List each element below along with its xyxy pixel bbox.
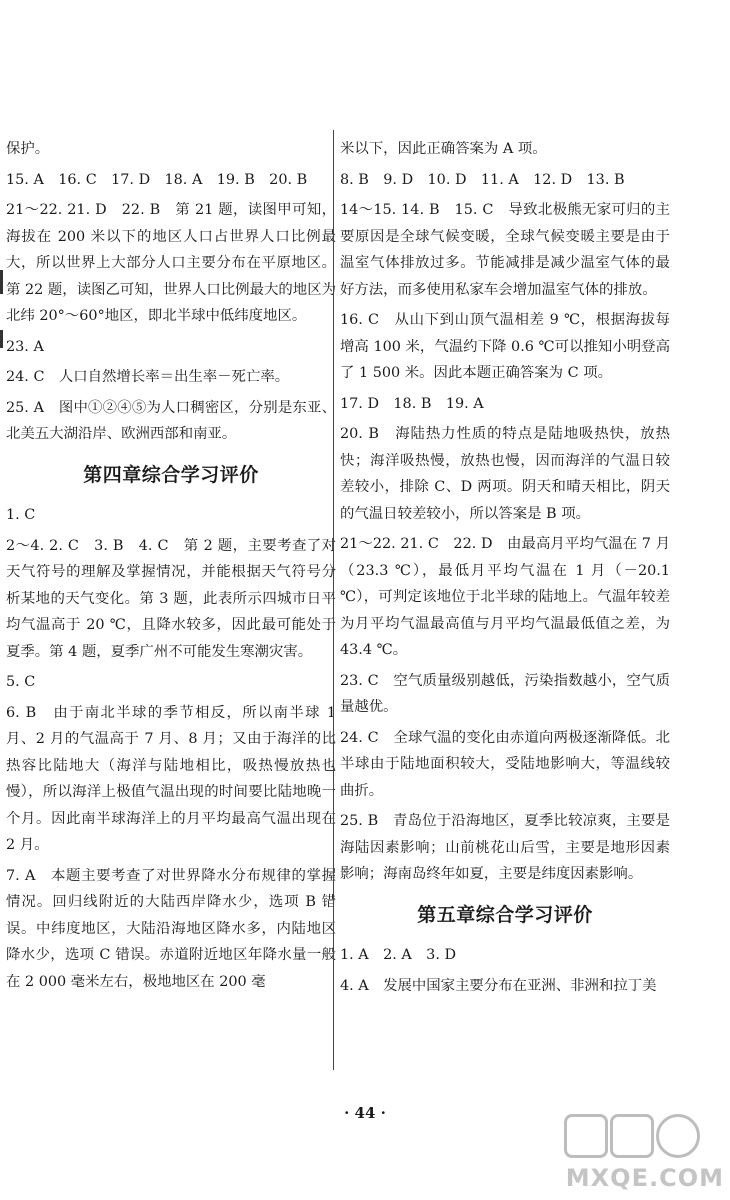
answer-entry: 24. C 人口自然增长率＝出生率－死亡率。 xyxy=(6,369,290,385)
answer-entry: 17. D 18. B 19. A xyxy=(340,395,484,412)
answer-entry: 8. B 9. D 10. D 11. A 12. D 13. B xyxy=(340,171,625,188)
answer-entry: 21～22. 21. C 22. D 由最高月平均气温在 7 月（23.3 ℃），最低月平均气温在 1 月（－20.1 ℃），可判定该地位于北半球的陆地上。气温年较差为月平均气温最高值与月平均气温最低值之差，为 43.4 ℃。 xyxy=(340,536,670,658)
answer-entry: 2～4. 2. C 3. B 4. C 第 2 题，主要考查了对天气符号的理解及掌握情况，并能根据天气符号分析某地的天气变化。第 3 题，此表所示四城市日平均气温高于 20 ℃，且降水较多，因此最可能处于夏季。第 4 题，夏季广州不可能发生寒潮灾害。 xyxy=(6,537,336,660)
answer-entry: 23. C 空气质量级别越低，污染指数越小，空气质量越优。 xyxy=(340,672,670,715)
answer-entry: 5. C xyxy=(6,674,36,690)
left-column xyxy=(6,136,336,999)
answer-entry: 21～22. 21. D 22. B 第 21 题，读图甲可知，海拔在 200 米以下的地区人口占世界人口比例最大，所以世界上大部分人口主要分布在平原地区。第 22 题，读图乙可知，世界人口比例最大的地区为北纬 20°～60°地区，即北半球中低纬度地区。 xyxy=(6,202,336,324)
answer-entry: 14～15. 14. B 15. C 导致北极熊无家可归的主要原因是全球气候变暖，全球气候变暖主要是由于温室气体排放过多。节能减排是减少温室气体的最好方法，而多使用私家车会增加温室气体的排放。 xyxy=(340,202,670,298)
binding-mark xyxy=(0,270,3,294)
answer-entry: 25. A 图中①②④⑤为人口稠密区，分别是东亚、北美五大湖沿岸、欧洲西部和南亚。 xyxy=(6,399,336,442)
watermark-box xyxy=(656,1114,700,1158)
section-heading: 第四章综合学习评价 xyxy=(83,463,259,486)
answer-entry: 25. B 青岛位于沿海地区，夏季比较凉爽，主要是海陆因素影响；山前桃花山后雪，主要是地形因素影响；海南岛终年如夏，主要是纬度因素影响。 xyxy=(340,813,670,882)
answer-entry: 15. A 16. C 17. D 18. A 19. B 20. B xyxy=(6,171,308,188)
watermark-box xyxy=(610,1114,654,1158)
answer-entry: 保护。 xyxy=(6,141,50,157)
watermark-logo xyxy=(554,1114,724,1192)
answer-entry: 1. C xyxy=(6,507,36,523)
right-column xyxy=(340,136,670,1003)
answer-entry: 米以下，因此正确答案为 A 项。 xyxy=(340,141,547,157)
answer-entry: 4. A 发展中国家主要分布在亚洲、非洲和拉丁美 xyxy=(340,977,657,994)
answer-entry: 7. A 本题主要考查了对世界降水分布规律的掌握情况。回归线附近的大陆西岸降水少，选项 B 错误。中纬度地区，大陆沿海地区降水多，内陆地区降水少，选项 C 错误。赤道附近地区年降水量一般在 2 000 毫米左右，极地地区在 200 毫 xyxy=(6,867,336,990)
binding-mark xyxy=(0,330,3,348)
page-number: · 44 · xyxy=(344,1104,386,1122)
answer-entry: 20. B 海陆热力性质的特点是陆地吸热快，放热快；海洋吸热慢，放热也慢，因而海洋的气温日较差较小，排除 C、D 两项。阴天和晴天相比，阴天的气温日较差较小，所以答案是 B 项。 xyxy=(340,426,670,522)
answer-entry: 1. A 2. A 3. D xyxy=(340,947,457,963)
watermark-url: MXQE.COM xyxy=(565,1164,724,1192)
answer-entry: 16. C 从山下到山顶气温相差 9 ℃，根据海拔每增高 100 米，气温约下降 0.6 ℃可以推知小明登高了 1 500 米。因此本题正确答案为 C 项。 xyxy=(340,312,670,381)
column-divider xyxy=(333,130,334,1070)
answer-entry: 6. B 由于南北半球的季节相反，所以南半球 1 月、2 月的气温高于 7 月、8 月；又由于海洋的比热容比陆地大（海洋与陆地相比，吸热慢放热也慢），所以海洋上极值气温出现的时间要比陆地晚一个月。因此南半球海洋上的月平均最高气温出现在 2 月。 xyxy=(6,704,336,853)
answer-entry: 24. C 全球气温的变化由赤道向两极逐渐降低。北半球由于陆地面积较大，受陆地影响大，等温线较曲折。 xyxy=(340,729,670,799)
watermark-box xyxy=(564,1114,608,1158)
section-heading: 第五章综合学习评价 xyxy=(417,903,593,926)
answer-entry: 23. A xyxy=(6,338,44,355)
